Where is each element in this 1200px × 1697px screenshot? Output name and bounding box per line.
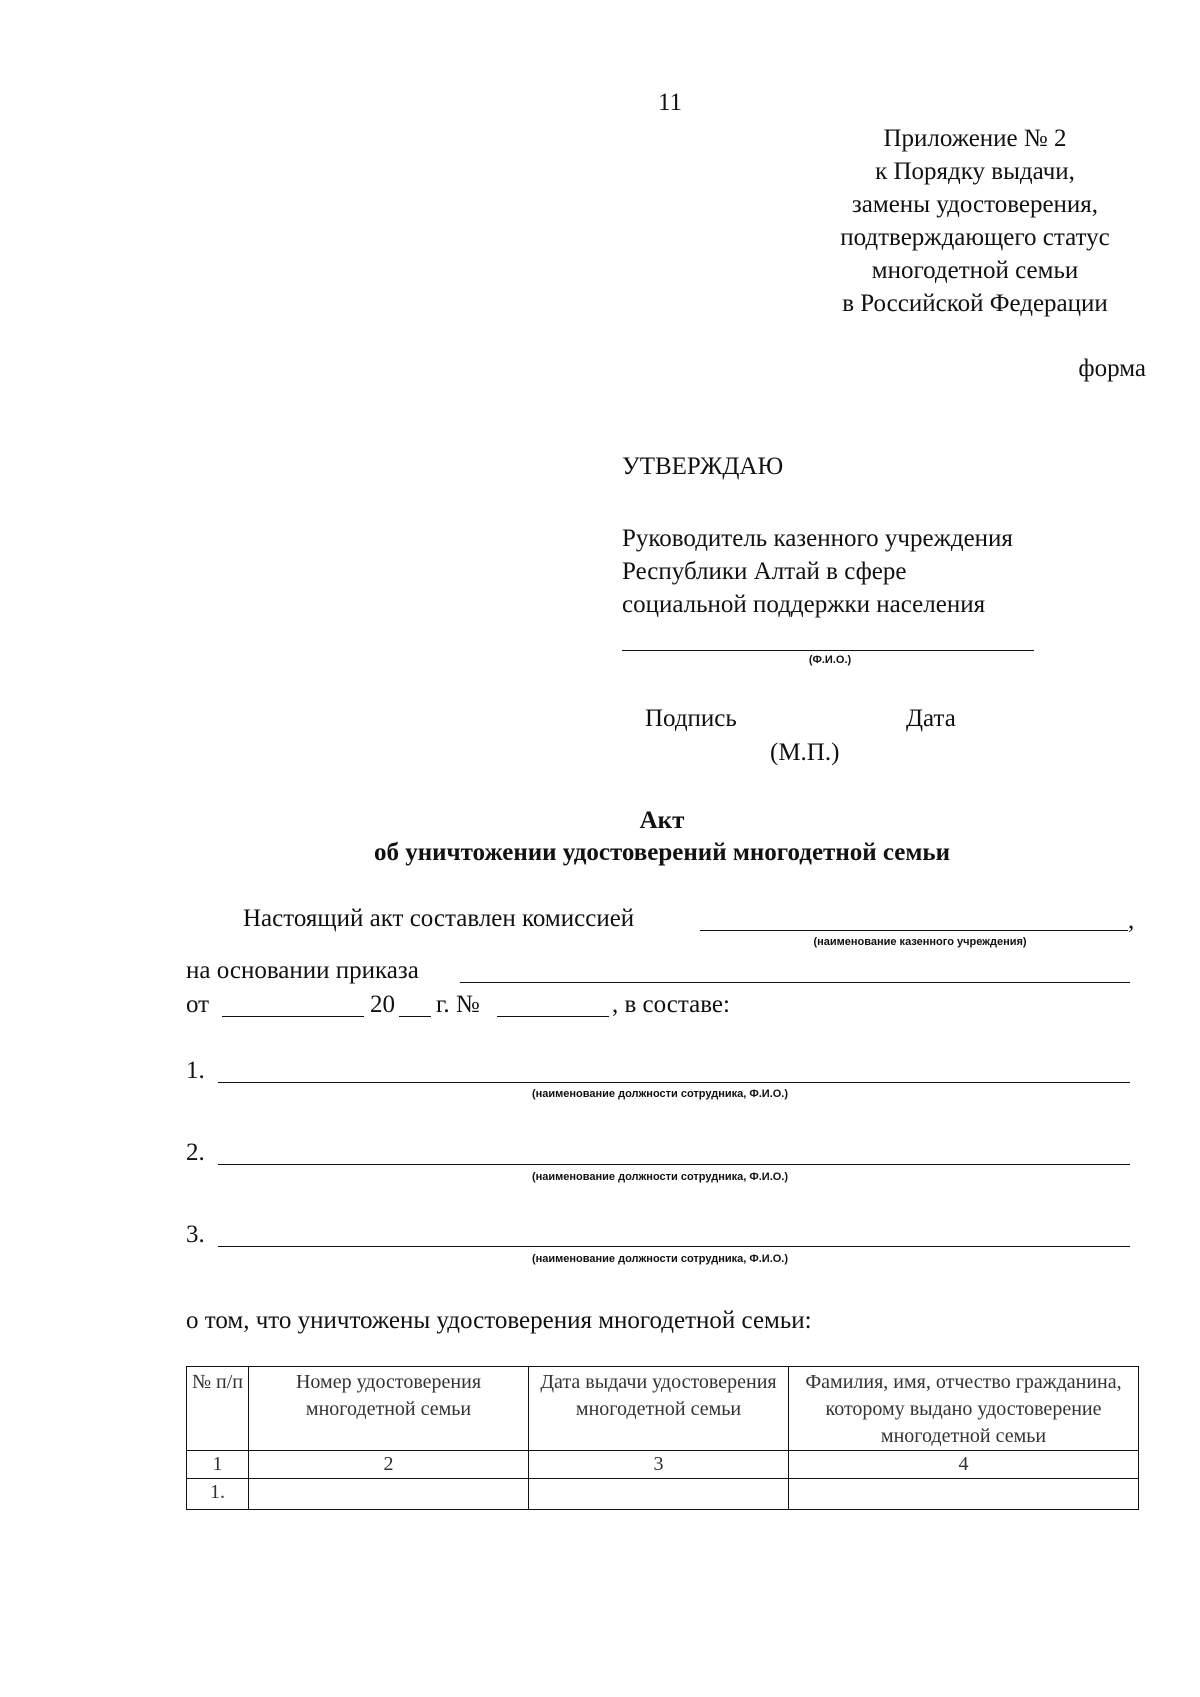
appendix-line: подтверждающего статус: [840, 224, 1110, 251]
destroyed-certificates-table: [186, 1366, 1139, 1510]
member-number: 3.: [186, 1221, 205, 1248]
column-number: 4: [789, 1451, 1139, 1479]
signature-label: Подпись: [645, 705, 737, 732]
member-line: [218, 1164, 1130, 1165]
appendix-line: Приложение № 2: [883, 125, 1067, 152]
approval-position-line: Руководитель казенного учреждения: [622, 525, 1013, 552]
member-line: [218, 1246, 1130, 1247]
column-number: 2: [249, 1451, 529, 1479]
member-line: [218, 1082, 1130, 1083]
page-number: 11: [657, 89, 683, 116]
column-number: 1: [187, 1451, 249, 1479]
member-caption: (наименование должности сотрудника, Ф.И.О.): [531, 1171, 789, 1183]
table-number-row: [187, 1451, 1139, 1479]
from-text: от: [186, 991, 210, 1018]
fio-caption: (Ф.И.О.): [808, 654, 852, 666]
member-number: 1.: [186, 1057, 205, 1084]
table-row: [187, 1479, 1139, 1510]
institution-caption: (наименование казенного учреждения): [813, 936, 1027, 948]
table-header-row: [187, 1367, 1139, 1451]
fio-line: [622, 650, 1034, 651]
table-cell: [529, 1479, 789, 1510]
table-cell: [249, 1479, 529, 1510]
day-month-line: [222, 1016, 364, 1017]
header-citizen-name: Фамилия, имя, отчество гражданина, которому выдано удостоверение многодетной семьи: [789, 1367, 1139, 1451]
appendix-line: многодетной семьи: [871, 257, 1079, 284]
order-line: [460, 982, 1130, 983]
appendix-block: [800, 122, 1150, 320]
institution-line: [700, 930, 1128, 931]
header-certificate-number: Номер удостоверения многодетной семьи: [249, 1367, 529, 1451]
approval-position: [622, 522, 1013, 621]
approval-position-line: социальной поддержки населения: [622, 591, 986, 618]
member-caption: (наименование должности сотрудника, Ф.И.О.): [531, 1088, 789, 1100]
form-label: форма: [1078, 355, 1146, 382]
column-number: 3: [529, 1451, 789, 1479]
member-caption: (наименование должности сотрудника, Ф.И.О.): [531, 1253, 789, 1265]
commission-text: Настоящий акт составлен комиссией: [243, 905, 635, 932]
appendix-line: замены удостоверения,: [851, 191, 1099, 218]
appendix-line: в Российской Федерации: [842, 290, 1108, 317]
approval-position-line: Республики Алтай в сфере: [622, 558, 907, 585]
table-cell: 1.: [187, 1479, 249, 1510]
destroyed-text: о том, что уничтожены удостоверения многодетной семьи:: [186, 1307, 812, 1334]
composition-text: , в составе:: [612, 991, 730, 1018]
table-cell: [789, 1479, 1139, 1510]
commission-comma: ,: [1128, 907, 1135, 934]
seal-label: (М.П.): [770, 739, 840, 766]
act-subtitle: об уничтожении удостоверений многодетной семьи: [373, 839, 951, 866]
approval-title: УТВЕРЖДАЮ: [622, 453, 784, 480]
year-line: [399, 1016, 431, 1017]
act-title: Акт: [639, 807, 685, 834]
member-number: 2.: [186, 1139, 205, 1166]
appendix-line: к Порядку выдачи,: [875, 158, 1075, 185]
year-suffix: г. №: [436, 991, 480, 1018]
header-issue-date: Дата выдачи удостоверения многодетной семьи: [529, 1367, 789, 1451]
order-text: на основании приказа: [186, 957, 419, 984]
date-label: Дата: [906, 705, 956, 732]
order-number-line: [497, 1016, 609, 1017]
year-text: 20: [370, 991, 395, 1018]
header-row-number: № п/п: [187, 1367, 249, 1451]
